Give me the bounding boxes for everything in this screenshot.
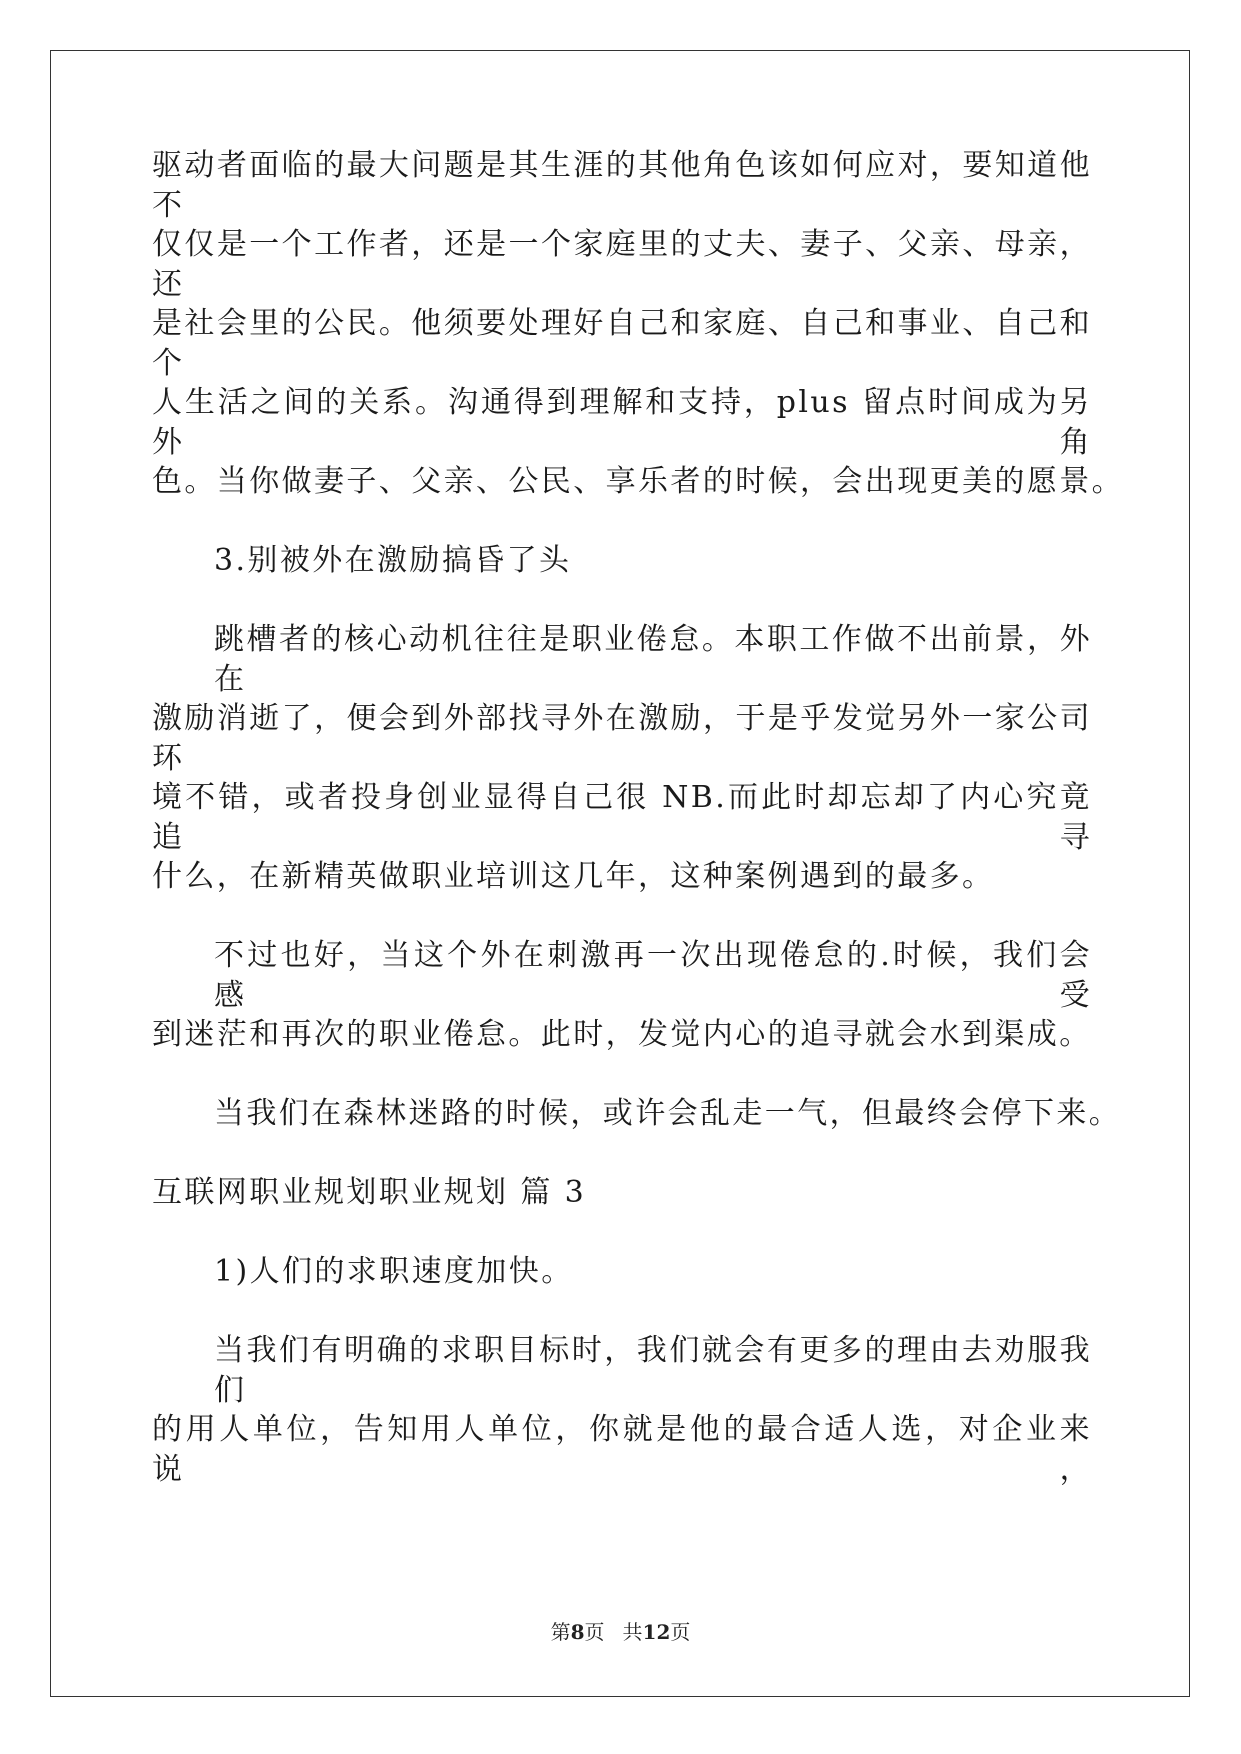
- text-line-17: 的用人单位，告知用人单位，你就是他的最合适人选，对企业来说，: [152, 1412, 1092, 1487]
- text-line-4: 人生活之间的关系。沟通得到理解和支持，plus 留点时间成为另外角: [152, 385, 1092, 460]
- text-line-3: 是社会里的公民。他须要处理好自己和家庭、自己和事业、自己和个: [152, 306, 1092, 381]
- text-line-11: 不过也好，当这个外在刺激再一次出现倦怠的.时候，我们会感受: [214, 938, 1092, 1013]
- total-suffix: 页: [670, 1620, 691, 1644]
- page-suffix: 页: [584, 1620, 605, 1644]
- text-line-12: 到迷茫和再次的职业倦怠。此时，发觉内心的追寻就会水到渠成。: [152, 1017, 1092, 1052]
- text-line-8: 激励消逝了，便会到外部找寻外在激励，于是乎发觉另外一家公司环: [152, 701, 1092, 776]
- text-line-16: 当我们有明确的求职目标时，我们就会有更多的理由去劝服我们: [214, 1333, 1092, 1408]
- page-footer: [0, 1620, 1241, 1644]
- total-pages: 12: [642, 1620, 671, 1644]
- page-prefix: 第: [550, 1620, 571, 1644]
- section-heading-3: 3.别被外在激励搞昏了头: [214, 543, 572, 578]
- text-line-2: 仅仅是一个工作者，还是一个家庭里的丈夫、妻子、父亲、母亲，还: [152, 227, 1092, 302]
- page-number: 8: [570, 1620, 585, 1644]
- text-line-7: 跳槽者的核心动机往往是职业倦怠。本职工作做不出前景，外在: [214, 622, 1092, 697]
- text-line-13: 当我们在森林迷路的时候，或许会乱走一气，但最终会停下来。: [214, 1096, 1122, 1131]
- text-line-9: 境不错，或者投身创业显得自己很 NB.而此时却忘却了内心究竟追寻: [152, 780, 1092, 855]
- text-line-5: 色。当你做妻子、父亲、公民、享乐者的时候，会出现更美的愿景。: [152, 464, 1124, 499]
- total-prefix: 共: [622, 1620, 643, 1644]
- text-line-10: 什么，在新精英做职业培训这几年，这种案例遇到的最多。: [152, 859, 995, 894]
- list-item-1: 1)人们的求职速度加快。: [214, 1254, 574, 1289]
- article-heading: 互联网职业规划职业规划 篇 3: [152, 1175, 587, 1210]
- text-line-1: 驱动者面临的最大问题是其生涯的其他角色该如何应对，要知道他不: [152, 148, 1092, 223]
